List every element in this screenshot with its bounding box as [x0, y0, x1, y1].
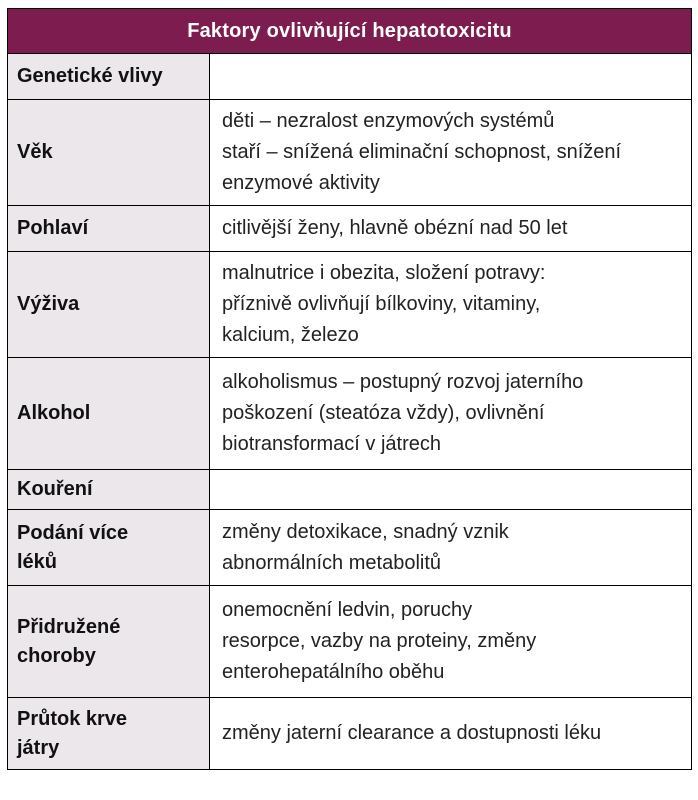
- table-row-smoking: [8, 470, 692, 510]
- hepatotoxicity-factors-table: [7, 8, 692, 770]
- row-description: onemocnění ledvin, poruchy resorpce, vazby na proteiny, změny enterohepatálního oběhu: [210, 586, 692, 698]
- row-description: [210, 54, 692, 100]
- table-row-liver-blood-flow: [8, 698, 692, 770]
- row-label: Průtok krve játry: [8, 698, 210, 770]
- row-label: Věk: [8, 100, 210, 206]
- row-label: Přidružené choroby: [8, 586, 210, 698]
- row-label: Podání více léků: [8, 510, 210, 586]
- table-title: Faktory ovlivňující hepatotoxicitu: [8, 9, 692, 54]
- row-description: citlivější ženy, hlavně obézní nad 50 let: [210, 206, 692, 252]
- hepatotoxicity-factors-table-wrapper: [7, 8, 691, 770]
- row-label: Výživa: [8, 252, 210, 358]
- row-description: [210, 470, 692, 510]
- table-row-sex: [8, 206, 692, 252]
- row-description: změny detoxikace, snadný vznik abnormálních metabolitů: [210, 510, 692, 586]
- table-row-comorbidities: [8, 586, 692, 698]
- table-row-multiple-drugs: [8, 510, 692, 586]
- row-label: Kouření: [8, 470, 210, 510]
- row-label: Alkohol: [8, 358, 210, 470]
- row-label: Pohlaví: [8, 206, 210, 252]
- table-row-genetic: [8, 54, 692, 100]
- table-row-nutrition: [8, 252, 692, 358]
- row-label: Genetické vlivy: [8, 54, 210, 100]
- table-row-alcohol: [8, 358, 692, 470]
- row-description: alkoholismus – postupný rozvoj jaterního poškození (steatóza vždy), ovlivnění biotransformací v játrech: [210, 358, 692, 470]
- table-row-age: [8, 100, 692, 206]
- row-description: malnutrice i obezita, složení potravy: příznivě ovlivňují bílkoviny, vitaminy, kalcium, železo: [210, 252, 692, 358]
- row-description: děti – nezralost enzymových systémů staří – snížená eliminační schopnost, snížení enzymové aktivity: [210, 100, 692, 206]
- table-header-row: [8, 9, 692, 54]
- row-description: změny jaterní clearance a dostupnosti léku: [210, 698, 692, 770]
